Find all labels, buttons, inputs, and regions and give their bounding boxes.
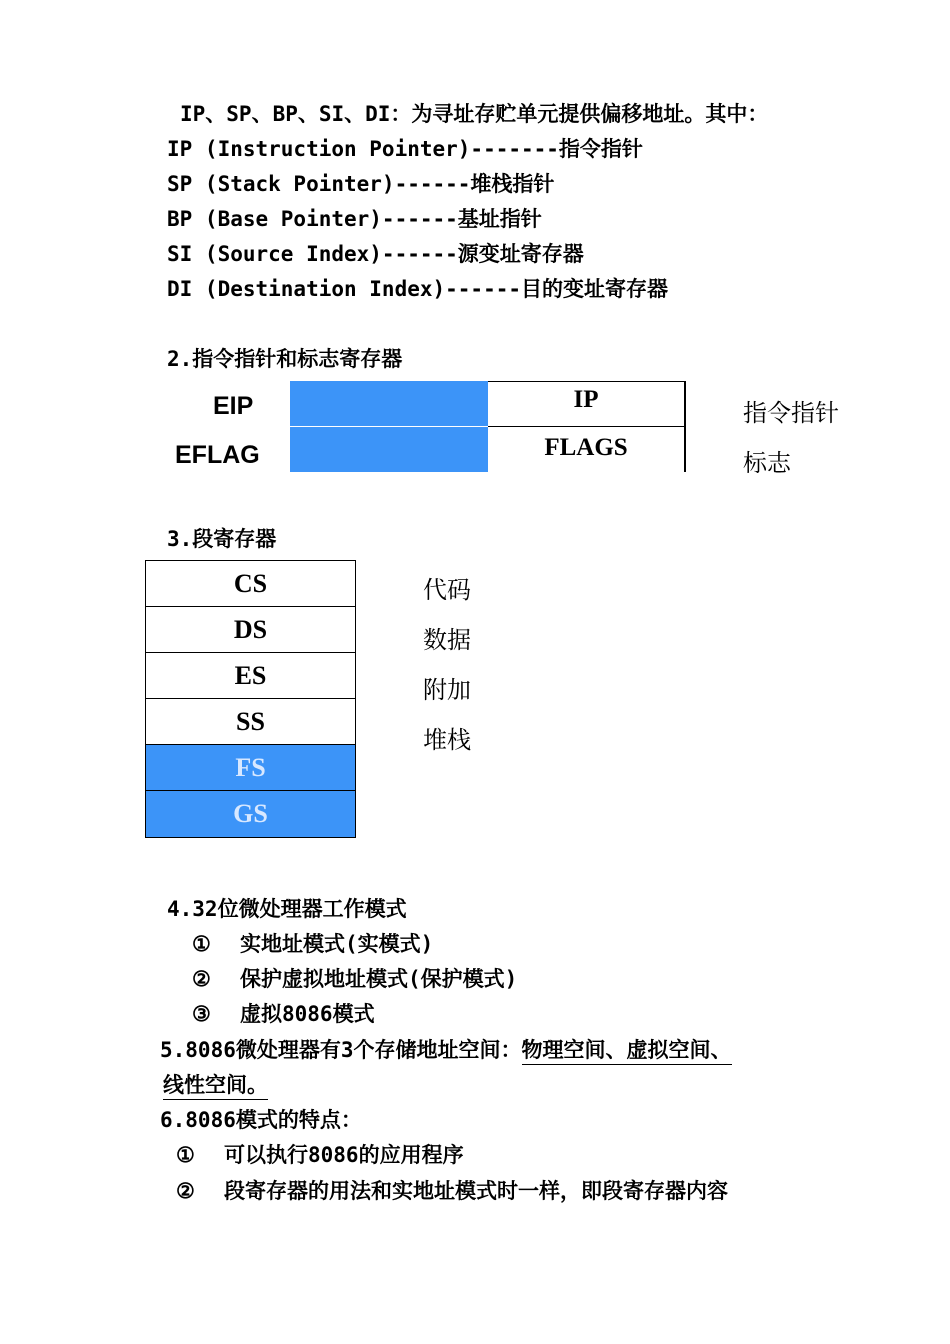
- register-sp-line: SP (Stack Pointer)------堆栈指针: [167, 172, 555, 196]
- flags-cell-label: FLAGS: [544, 433, 628, 461]
- segment-row-fs: FS: [146, 745, 355, 791]
- segment-row-gs: GS: [146, 791, 355, 837]
- eip-high-half: [290, 381, 488, 426]
- mode-item-2-marker: ②: [192, 967, 211, 991]
- section5-answer-part2: 线性空间。: [163, 1073, 268, 1100]
- eflag-high-half: [290, 427, 488, 472]
- eip-label: EIP: [213, 392, 254, 420]
- eflag-description: 标志: [743, 449, 791, 477]
- eflag-label: EFLAG: [175, 441, 260, 469]
- mode-item-1-text: 实地址模式(实模式): [240, 932, 434, 956]
- section3-heading: 3.段寄存器: [167, 527, 277, 551]
- segment-row-ss: SS: [146, 699, 355, 745]
- section5-prefix: 5.8086微处理器有3个存储地址空间：: [160, 1038, 522, 1062]
- mode-item-1-marker: ①: [192, 932, 211, 956]
- intro-line: IP、SP、BP、SI、DI：为寻址存贮单元提供偏移地址。其中：: [180, 102, 769, 126]
- feature-item-1-marker: ①: [176, 1143, 195, 1167]
- section5-answer-part1: 物理空间、虚拟空间、: [522, 1038, 732, 1065]
- section5-line2: [163, 1071, 268, 1099]
- ds-description: 数据: [423, 626, 471, 654]
- segment-row-cs: CS: [146, 561, 355, 607]
- mode-item-3-marker: ③: [192, 1002, 211, 1026]
- section2-heading: 2.指令指针和标志寄存器: [167, 347, 403, 371]
- feature-item-2-marker: ②: [176, 1179, 195, 1203]
- ss-description: 堆栈: [423, 726, 471, 754]
- eip-description: 指令指针: [743, 399, 839, 427]
- section6-heading: 6.8086模式的特点：: [160, 1108, 362, 1132]
- register-bp-line: BP (Base Pointer)------基址指针: [167, 207, 542, 231]
- es-description: 附加: [423, 676, 471, 704]
- section5-line1: [160, 1036, 732, 1064]
- ip-cell: [488, 381, 686, 427]
- section4-heading: 4.32位微处理器工作模式: [167, 897, 407, 921]
- ip-cell-label: IP: [573, 386, 599, 413]
- feature-item-2-text: 段寄存器的用法和实地址模式时一样，即段寄存器内容: [224, 1179, 728, 1203]
- segment-row-ds: DS: [146, 607, 355, 653]
- mode-item-3-text: 虚拟8086模式: [240, 1002, 375, 1026]
- register-di-line: DI (Destination Index)------目的变址寄存器: [167, 277, 669, 301]
- feature-item-1-text: 可以执行8086的应用程序: [224, 1143, 464, 1167]
- mode-item-2-text: 保护虚拟地址模式(保护模式): [240, 967, 518, 991]
- register-ip-line: IP (Instruction Pointer)-------指令指针: [167, 137, 643, 161]
- flags-cell: [488, 427, 686, 472]
- cs-description: 代码: [423, 576, 471, 604]
- segment-row-es: ES: [146, 653, 355, 699]
- segment-register-table: [145, 560, 356, 838]
- register-si-line: SI (Source Index)------源变址寄存器: [167, 242, 584, 266]
